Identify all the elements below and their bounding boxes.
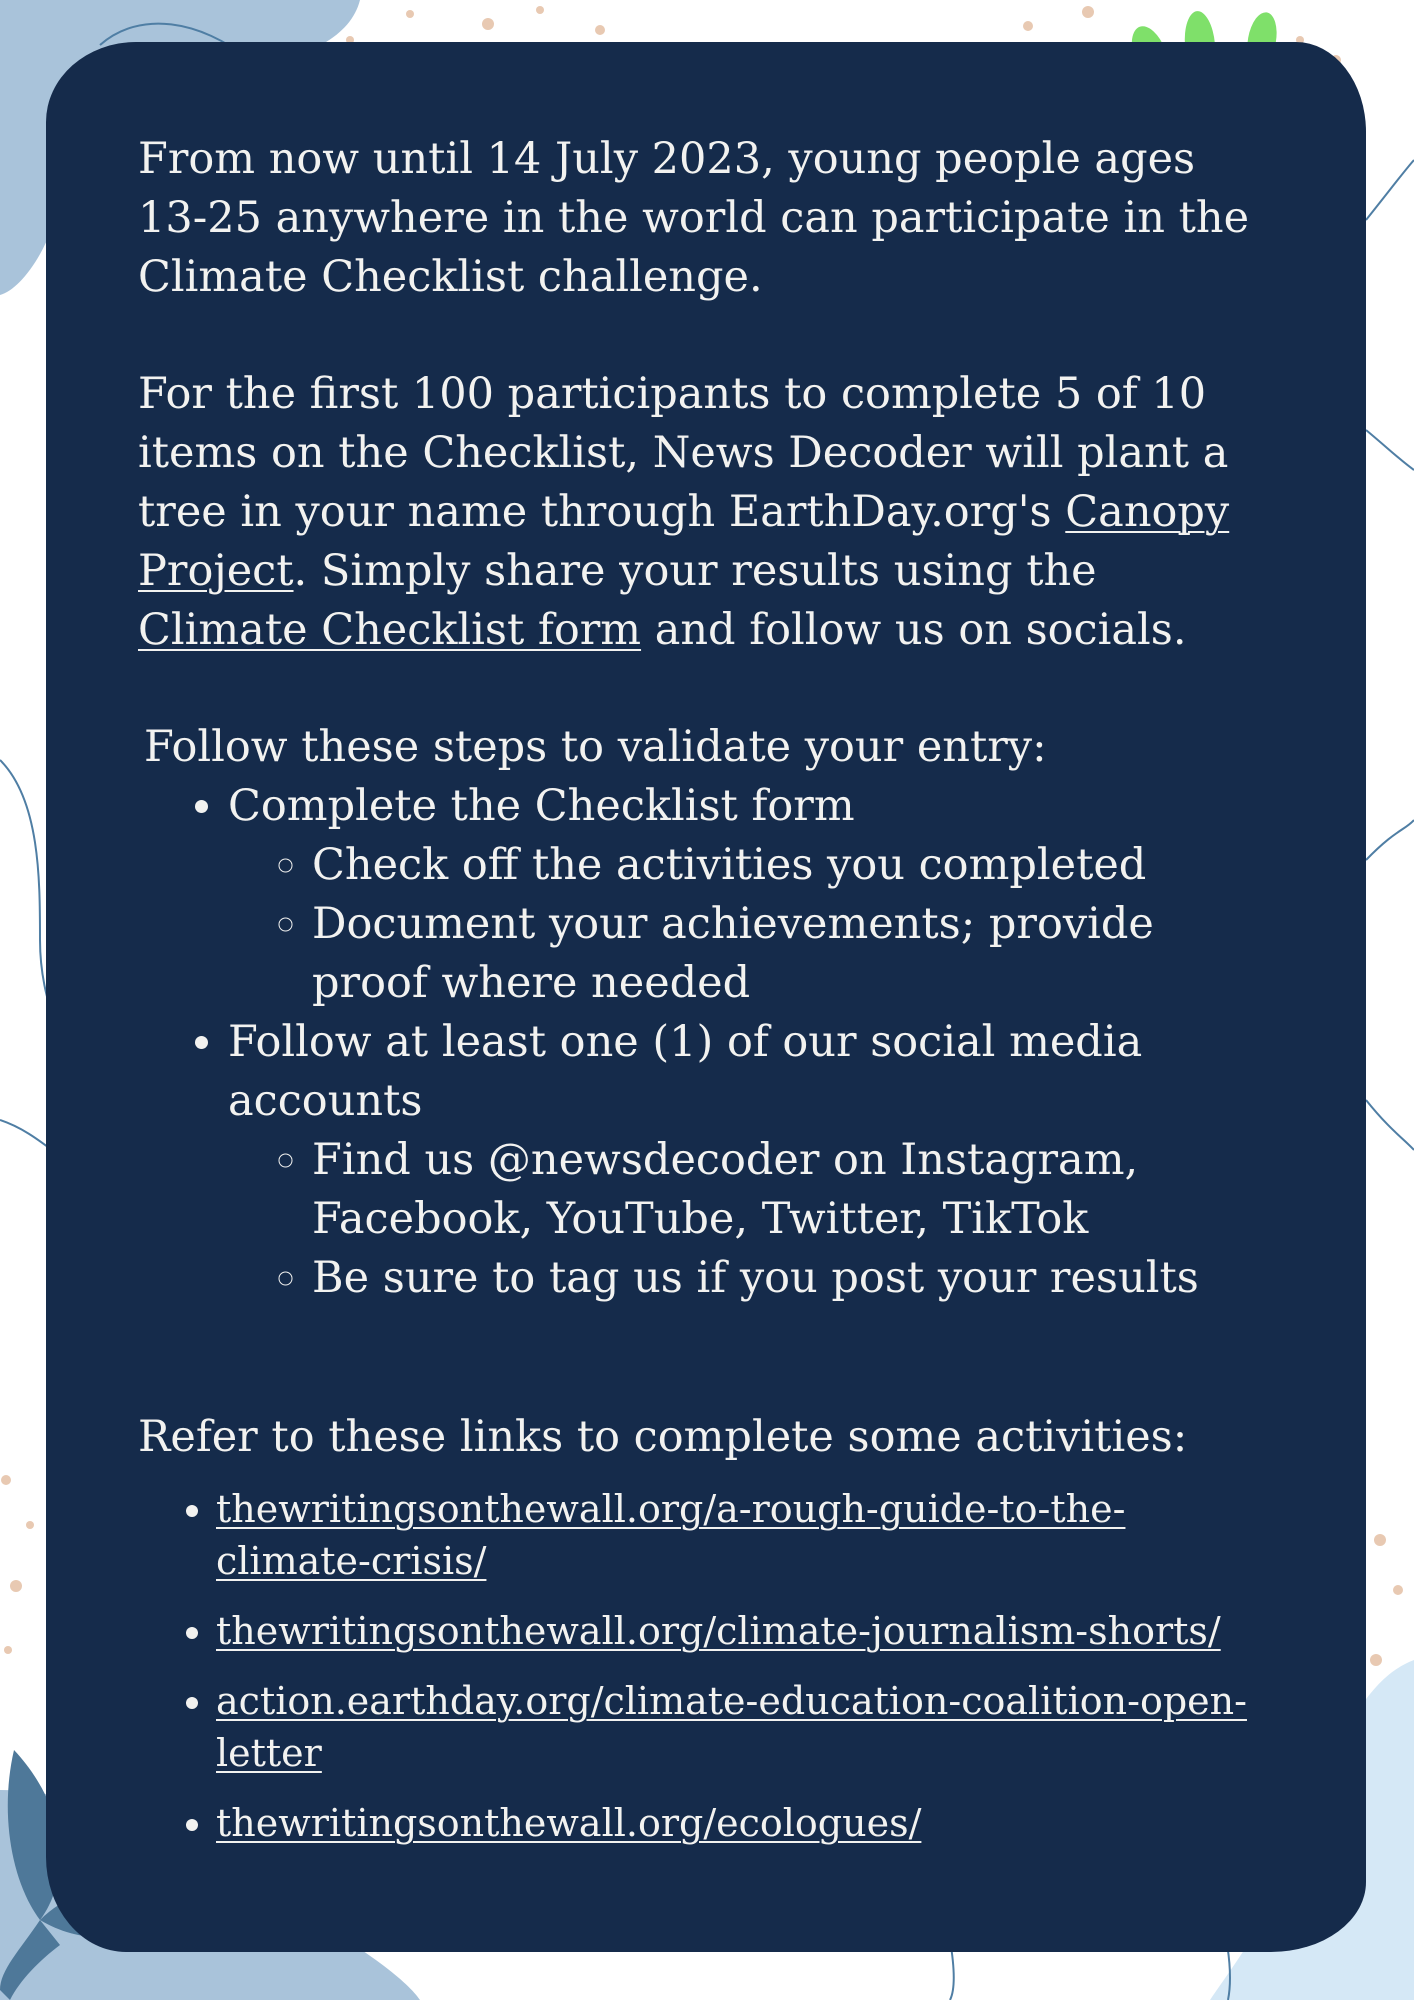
ecologues-link[interactable]: thewritingsonthewall.org/ecologues/ [216, 1801, 922, 1845]
links-heading: Refer to these links to complete some activities: [138, 1412, 1188, 1462]
resource-link-item [216, 1483, 1278, 1587]
prize-text-3: and follow us on socials. [641, 605, 1187, 655]
resource-link-item [216, 1675, 1278, 1779]
climate-checklist-form-link[interactable]: Climate Checklist form [138, 605, 642, 655]
content-body [138, 130, 1278, 1867]
dots-left [1, 1475, 34, 1654]
curve-line-right-3 [1366, 820, 1414, 860]
substeps-list [228, 1131, 1278, 1308]
resource-links-list [138, 1483, 1278, 1849]
step-item [228, 777, 1278, 1013]
open-letter-link[interactable]: action.earthday.org/climate-education-coalition-open-letter [216, 1679, 1247, 1775]
climate-journalism-shorts-link[interactable]: thewritingsonthewall.org/climate-journalism-shorts/ [216, 1609, 1221, 1653]
prize-paragraph [138, 365, 1278, 660]
steps-list [138, 777, 1278, 1308]
curve-line-right [1366, 430, 1414, 470]
prize-text-2: . Simply share your results using the [293, 546, 1097, 596]
rough-guide-link[interactable]: thewritingsonthewall.org/a-rough-guide-to-the-climate-crisis/ [216, 1487, 1126, 1583]
curve-line-right-2 [1366, 160, 1414, 220]
resource-link-item [216, 1797, 1278, 1849]
substep-item: ◦ Find us @newsdecoder on Instagram, Facebook, YouTube, Twitter, TikTok [312, 1131, 1278, 1249]
intro-paragraph: From now until 14 July 2023, young people ages 13-25 anywhere in the world can participate in the Climate Checklist challenge. [138, 134, 1250, 302]
steps-heading: Follow these steps to validate your entry: [144, 722, 1047, 772]
substeps-list [228, 836, 1278, 1013]
step-label: Complete the Checklist form [228, 781, 855, 831]
substep-item: ◦ Document your achievements; provide proof where needed [312, 895, 1278, 1013]
resource-link-item [216, 1605, 1278, 1657]
substep-item: ◦ Be sure to tag us if you post your results [312, 1249, 1278, 1308]
step-item [228, 1013, 1278, 1308]
canopy-project-link[interactable]: Canopy Project [138, 487, 1230, 596]
prize-text-1: For the first 100 participants to complete 5 of 10 items on the Checklist, News Decoder will plant a tree in your name through EarthDay.org's [138, 369, 1229, 537]
step-label: Follow at least one (1) of our social media accounts [228, 1017, 1143, 1126]
substep-item: ◦ Check off the activities you completed [312, 836, 1278, 895]
curve-line-right-4 [1366, 1100, 1414, 1150]
